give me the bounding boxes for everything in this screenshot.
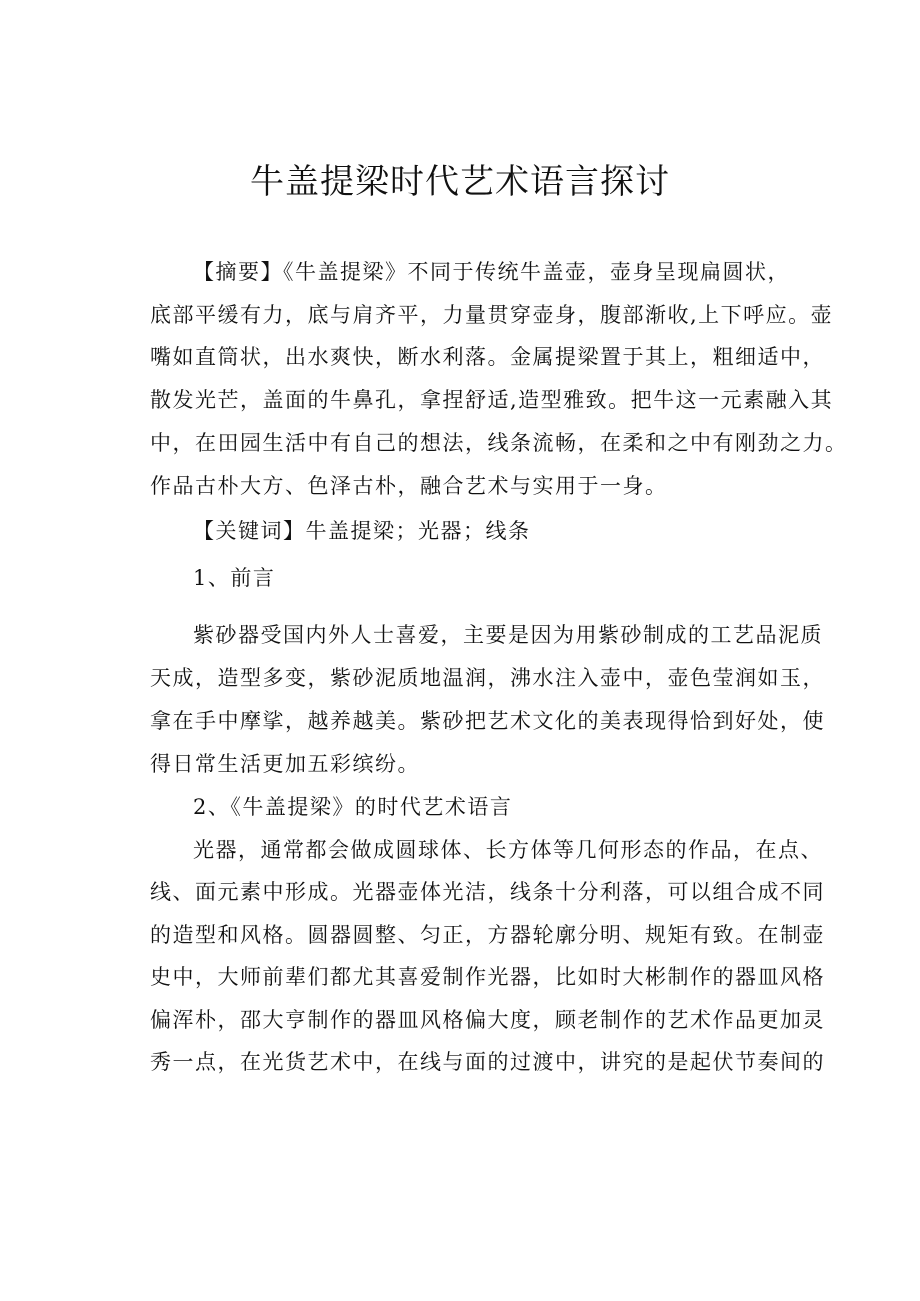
page-title: 牛盖提梁时代艺术语言探讨 bbox=[250, 162, 670, 202]
body-line: 偏浑朴，邵大亨制作的器皿风格偏大度，顾老制作的艺术作品更加灵 bbox=[150, 1008, 825, 1032]
abstract-line: 嘴如直筒状，出水爽快，断水利落。金属提梁置于其上，粗细适中， bbox=[150, 345, 825, 369]
abstract-line: 作品古朴大方、色泽古朴，融合艺术与实用于一身。 bbox=[150, 474, 668, 498]
body-line: 得日常生活更加五彩缤纷。 bbox=[150, 752, 420, 776]
section-heading: 1、前言 bbox=[193, 566, 276, 590]
body-line: 线、面元素中形成。光器壶体光洁，线条十分利落，可以组合成不同 bbox=[150, 880, 825, 904]
section-heading: 2、《牛盖提梁》的时代艺术语言 bbox=[193, 795, 513, 819]
keywords-line: 【关键词】牛盖提梁；光器；线条 bbox=[193, 519, 531, 543]
body-line: 的造型和风格。圆器圆整、匀正，方器轮廓分明、规矩有致。在制壶 bbox=[150, 923, 825, 947]
abstract-line: 底部平缓有力，底与肩齐平，力量贯穿壶身，腹部渐收,上下呼应。壶 bbox=[150, 303, 834, 327]
body-line: 紫砂器受国内外人士喜爱，主要是因为用紫砂制成的工艺品泥质 bbox=[193, 623, 823, 647]
body-line: 史中，大师前辈们都尤其喜爱制作光器，比如时大彬制作的器皿风格 bbox=[150, 965, 825, 989]
body-line: 拿在手中摩挲，越养越美。紫砂把艺术文化的美表现得恰到好处，使 bbox=[150, 709, 825, 733]
abstract-line: 【摘要】《牛盖提梁》不同于传统牛盖壶，壶身呈现扁圆状， bbox=[193, 260, 790, 284]
abstract-line: 中，在田园生活中有自己的想法，线条流畅，在柔和之中有刚劲之力。 bbox=[150, 431, 848, 455]
body-line: 光器，通常都会做成圆球体、长方体等几何形态的作品，在点、 bbox=[193, 838, 823, 862]
body-line: 秀一点，在光货艺术中，在线与面的过渡中，讲究的是起伏节奏间的 bbox=[150, 1050, 825, 1074]
body-line: 天成，造型多变，紫砂泥质地温润，沸水注入壶中，壶色莹润如玉， bbox=[150, 666, 825, 690]
abstract-line: 散发光芒，盖面的牛鼻孔，拿捏舒适,造型雅致。把牛这一元素融入其 bbox=[150, 388, 834, 412]
